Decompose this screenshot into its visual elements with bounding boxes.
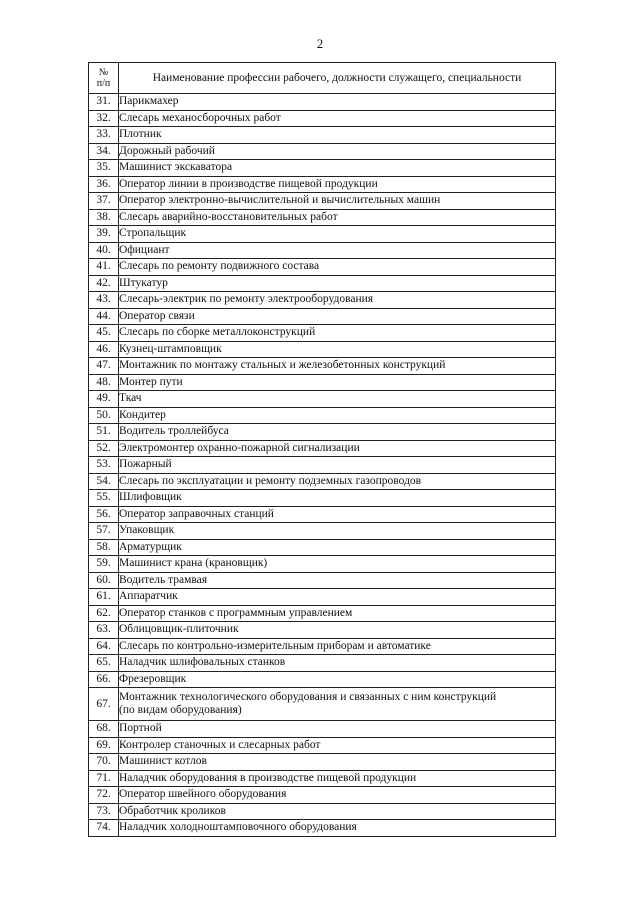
table-row bbox=[89, 424, 556, 441]
row-profession-name: Фрезеровщик bbox=[119, 671, 556, 688]
table-row bbox=[89, 110, 556, 127]
row-profession-name: Ткач bbox=[119, 391, 556, 408]
row-profession-name: Оператор станков с программным управлением bbox=[119, 605, 556, 622]
row-number: 69. bbox=[89, 737, 119, 754]
table-row bbox=[89, 638, 556, 655]
table-row bbox=[89, 688, 556, 721]
row-number: 48. bbox=[89, 374, 119, 391]
row-profession-name: Оператор электронно-вычислительной и вычислительных машин bbox=[119, 193, 556, 210]
row-profession-name: Наладчик холодноштамповочного оборудования bbox=[119, 820, 556, 837]
row-number: 54. bbox=[89, 473, 119, 490]
table-row bbox=[89, 457, 556, 474]
row-profession-name: Слесарь по ремонту подвижного состава bbox=[119, 259, 556, 276]
row-profession-name: Слесарь аварийно-восстановительных работ bbox=[119, 209, 556, 226]
row-profession-name: Наладчик шлифовальных станков bbox=[119, 655, 556, 672]
row-number: 64. bbox=[89, 638, 119, 655]
row-profession-name: Шлифовщик bbox=[119, 490, 556, 507]
row-number: 43. bbox=[89, 292, 119, 309]
row-number: 63. bbox=[89, 622, 119, 639]
row-number: 70. bbox=[89, 754, 119, 771]
row-profession-name: Штукатур bbox=[119, 275, 556, 292]
table-row bbox=[89, 407, 556, 424]
table-body bbox=[89, 94, 556, 837]
row-profession-name bbox=[119, 688, 556, 721]
header-number-abbr: п/п bbox=[96, 78, 111, 89]
row-number: 42. bbox=[89, 275, 119, 292]
row-number: 47. bbox=[89, 358, 119, 375]
table-row bbox=[89, 556, 556, 573]
row-profession-name: Машинист экскаватора bbox=[119, 160, 556, 177]
row-number: 55. bbox=[89, 490, 119, 507]
row-number: 57. bbox=[89, 523, 119, 540]
row-profession-name: Оператор линии в производстве пищевой продукции bbox=[119, 176, 556, 193]
table-row bbox=[89, 143, 556, 160]
table-row bbox=[89, 193, 556, 210]
row-profession-name-line: Монтажник технологического оборудования и связанных с ним конструкций bbox=[119, 691, 497, 703]
table-row bbox=[89, 226, 556, 243]
row-number: 73. bbox=[89, 803, 119, 820]
table-row bbox=[89, 259, 556, 276]
row-profession-name: Облицовщик-плиточник bbox=[119, 622, 556, 639]
header-number-symbol: № bbox=[98, 67, 109, 78]
row-profession-name: Кондитер bbox=[119, 407, 556, 424]
row-number: 40. bbox=[89, 242, 119, 259]
row-profession-name: Оператор связи bbox=[119, 308, 556, 325]
table-row bbox=[89, 605, 556, 622]
row-profession-name: Контролер станочных и слесарных работ bbox=[119, 737, 556, 754]
table-row bbox=[89, 655, 556, 672]
row-profession-name: Слесарь по сборке металлоконструкций bbox=[119, 325, 556, 342]
table-row bbox=[89, 308, 556, 325]
header-name: Наименование профессии рабочего, должности служащего, специальности bbox=[119, 63, 556, 94]
row-number: 32. bbox=[89, 110, 119, 127]
row-number: 39. bbox=[89, 226, 119, 243]
row-profession-name: Наладчик оборудования в производстве пищевой продукции bbox=[119, 770, 556, 787]
row-number: 65. bbox=[89, 655, 119, 672]
table-row bbox=[89, 721, 556, 738]
table-row bbox=[89, 754, 556, 771]
row-number: 52. bbox=[89, 440, 119, 457]
table-row bbox=[89, 770, 556, 787]
table-row bbox=[89, 127, 556, 144]
row-profession-name: Упаковщик bbox=[119, 523, 556, 540]
table-row bbox=[89, 341, 556, 358]
row-profession-name: Оператор заправочных станций bbox=[119, 506, 556, 523]
table-row bbox=[89, 803, 556, 820]
table-row bbox=[89, 506, 556, 523]
row-number: 74. bbox=[89, 820, 119, 837]
row-profession-name: Машинист крана (крановщик) bbox=[119, 556, 556, 573]
row-profession-name: Официант bbox=[119, 242, 556, 259]
row-profession-name: Дорожный рабочий bbox=[119, 143, 556, 160]
table-row bbox=[89, 589, 556, 606]
table-header-row bbox=[89, 63, 556, 94]
row-profession-name: Водитель троллейбуса bbox=[119, 424, 556, 441]
table-row bbox=[89, 325, 556, 342]
row-number: 46. bbox=[89, 341, 119, 358]
row-profession-name: Плотник bbox=[119, 127, 556, 144]
row-number: 61. bbox=[89, 589, 119, 606]
row-profession-name: Монтер пути bbox=[119, 374, 556, 391]
table-row bbox=[89, 94, 556, 111]
table-row bbox=[89, 275, 556, 292]
row-profession-name: Слесарь по контрольно-измерительным приборам и автоматике bbox=[119, 638, 556, 655]
row-number: 31. bbox=[89, 94, 119, 111]
row-number: 67. bbox=[89, 688, 119, 721]
table-row bbox=[89, 622, 556, 639]
table-row bbox=[89, 176, 556, 193]
table-row bbox=[89, 523, 556, 540]
table-row bbox=[89, 374, 556, 391]
row-profession-name: Портной bbox=[119, 721, 556, 738]
row-profession-name: Парикмахер bbox=[119, 94, 556, 111]
row-number: 44. bbox=[89, 308, 119, 325]
row-profession-name: Аппаратчик bbox=[119, 589, 556, 606]
row-number: 56. bbox=[89, 506, 119, 523]
row-number: 34. bbox=[89, 143, 119, 160]
row-number: 72. bbox=[89, 787, 119, 804]
row-number: 62. bbox=[89, 605, 119, 622]
page-number: 2 bbox=[316, 36, 324, 51]
row-number: 60. bbox=[89, 572, 119, 589]
table-row bbox=[89, 539, 556, 556]
row-number: 38. bbox=[89, 209, 119, 226]
row-number: 66. bbox=[89, 671, 119, 688]
row-profession-name: Слесарь механосборочных работ bbox=[119, 110, 556, 127]
table-row bbox=[89, 292, 556, 309]
table-row bbox=[89, 737, 556, 754]
table-row bbox=[89, 490, 556, 507]
table-row bbox=[89, 209, 556, 226]
row-number: 45. bbox=[89, 325, 119, 342]
table-row bbox=[89, 440, 556, 457]
table-row bbox=[89, 391, 556, 408]
row-number: 50. bbox=[89, 407, 119, 424]
row-number: 58. bbox=[89, 539, 119, 556]
row-number: 33. bbox=[89, 127, 119, 144]
table-row bbox=[89, 358, 556, 375]
row-number: 53. bbox=[89, 457, 119, 474]
row-number: 51. bbox=[89, 424, 119, 441]
table-row bbox=[89, 671, 556, 688]
professions-table bbox=[88, 62, 556, 837]
row-profession-name: Водитель трамвая bbox=[119, 572, 556, 589]
row-profession-name: Оператор швейного оборудования bbox=[119, 787, 556, 804]
table-row bbox=[89, 787, 556, 804]
table-row bbox=[89, 572, 556, 589]
row-number: 41. bbox=[89, 259, 119, 276]
table-row bbox=[89, 160, 556, 177]
row-number: 49. bbox=[89, 391, 119, 408]
row-profession-name: Пожарный bbox=[119, 457, 556, 474]
row-profession-name: Кузнец-штамповщик bbox=[119, 341, 556, 358]
row-profession-name: Стропальщик bbox=[119, 226, 556, 243]
row-number: 37. bbox=[89, 193, 119, 210]
row-number: 36. bbox=[89, 176, 119, 193]
row-profession-name: Слесарь-электрик по ремонту электрооборудования bbox=[119, 292, 556, 309]
table-row bbox=[89, 242, 556, 259]
row-number: 68. bbox=[89, 721, 119, 738]
row-number: 71. bbox=[89, 770, 119, 787]
row-profession-name: Арматурщик bbox=[119, 539, 556, 556]
row-profession-name: Машинист котлов bbox=[119, 754, 556, 771]
row-number: 59. bbox=[89, 556, 119, 573]
row-profession-name-line: (по видам оборудования) bbox=[119, 704, 242, 716]
row-profession-name: Обработчик кроликов bbox=[119, 803, 556, 820]
table-row bbox=[89, 820, 556, 837]
row-profession-name: Монтажник по монтажу стальных и железобетонных конструкций bbox=[119, 358, 556, 375]
table-row bbox=[89, 473, 556, 490]
row-profession-name: Слесарь по эксплуатации и ремонту подземных газопроводов bbox=[119, 473, 556, 490]
row-profession-name: Электромонтер охранно-пожарной сигнализации bbox=[119, 440, 556, 457]
header-number bbox=[89, 63, 119, 94]
row-number: 35. bbox=[89, 160, 119, 177]
